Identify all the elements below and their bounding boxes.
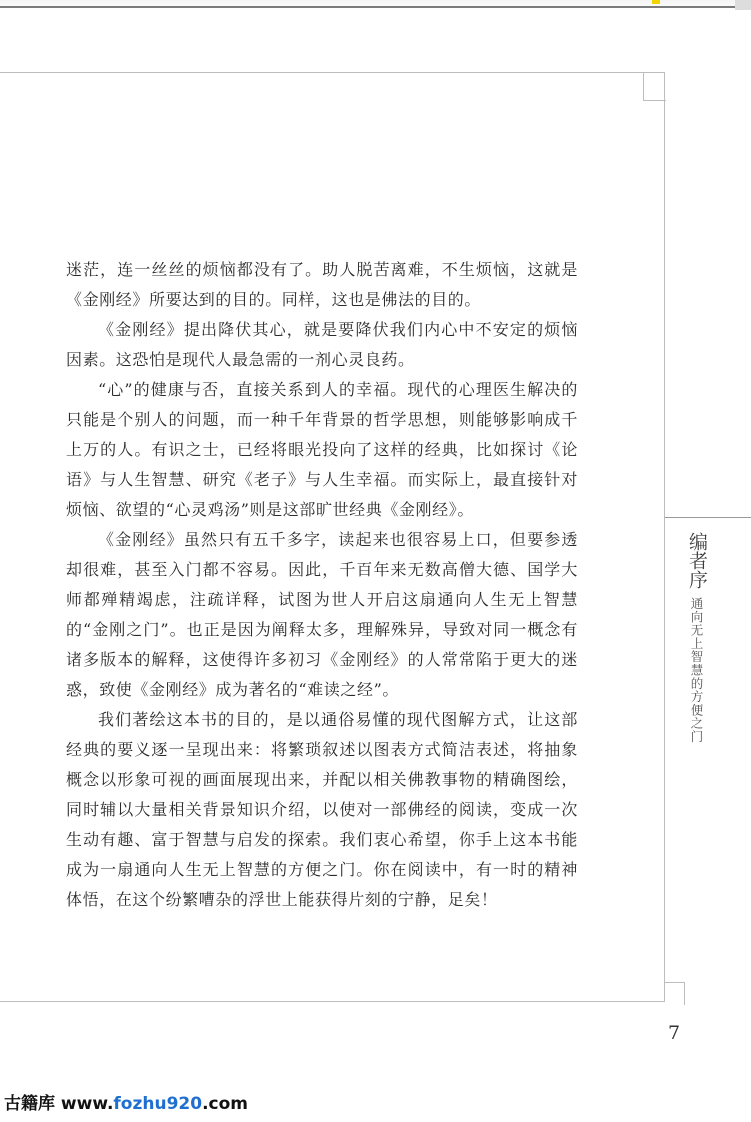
- preface-body: [66, 255, 578, 915]
- crop-mark-bottom: [664, 982, 685, 1005]
- watermark-prefix: 古籍库 www.: [4, 1094, 114, 1114]
- crop-mark-top: [643, 72, 666, 101]
- section-subtitle: 通向无上智慧的方便之门: [689, 597, 704, 744]
- paragraph-5: 我们著绘这本书的目的，是以通俗易懂的现代图解方式，让这部经典的要义逐一呈现出来：将繁琐叙述以图表方式简洁表述，将抽象概念以形象可视的画面展现出来，并配以相关佛教事物的精确图绘，同时辅以大量相关背景知识介绍，以使对一部佛经的阅读，变成一次生动有趣、富于智慧与启发的探索。我们衷心希望，你手上这本书能成为一扇通向人生无上智慧的方便之门。你在阅读中，有一时的精神体悟，在这个纷繁嘈杂的浮世上能获得片刻的宁静，足矣！: [66, 710, 578, 909]
- page-frame-right: [664, 72, 665, 1002]
- paragraph-2: 《金刚经》提出降伏其心，就是要降伏我们内心中不安定的烦恼因素。这恐怕是现代人最急需的一剂心灵良药。: [66, 320, 578, 369]
- side-tab-divider: [665, 517, 751, 518]
- side-section-tab: [682, 532, 712, 743]
- scan-corner: [735, 0, 751, 10]
- paragraph-3: “心”的健康与否，直接关系到人的幸福。现代的心理医生解决的只能是个别人的问题，而一种千年背景的哲学思想，则能够影响成千上万的人。有识之士，已经将眼光投向了这样的经典，比如探讨《论语》与人生智慧、研究《老子》与人生幸福。而实际上，最直接针对烦恼、欲望的“心灵鸡汤”则是这部旷世经典《金刚经》。: [66, 380, 578, 519]
- page-number: 7: [668, 1022, 681, 1044]
- scan-color-mark: [652, 0, 660, 4]
- paragraph-1: 迷茫，连一丝丝的烦恼都没有了。助人脱苦离难，不生烦恼，这就是《金刚经》所要达到的目的。同样，这也是佛法的目的。: [66, 260, 578, 309]
- page-frame-top: [0, 72, 665, 73]
- scan-top-edge: [0, 0, 751, 10]
- scan-edge-line: [0, 6, 735, 8]
- page-frame-bottom: [0, 1001, 665, 1002]
- site-watermark: [4, 1089, 248, 1114]
- paragraph-4: 《金刚经》虽然只有五千多字，读起来也很容易上口，但要参透却很难，甚至入门都不容易。因此，千百年来无数高僧大德、国学大师都殚精竭虑，注疏详释，试图为世人开启这扇通向人生无上智慧的“金刚之门”。也正是因为阐释太多，理解殊异，导致对同一概念有诸多版本的解释，这使得许多初习《金刚经》的人常常陷于更大的迷惑，致使《金刚经》成为著名的“难读之经”。: [66, 530, 578, 699]
- watermark-suffix: .com: [202, 1094, 249, 1114]
- watermark-highlight: fozhu920: [113, 1094, 203, 1114]
- section-title: 编者序: [686, 532, 708, 589]
